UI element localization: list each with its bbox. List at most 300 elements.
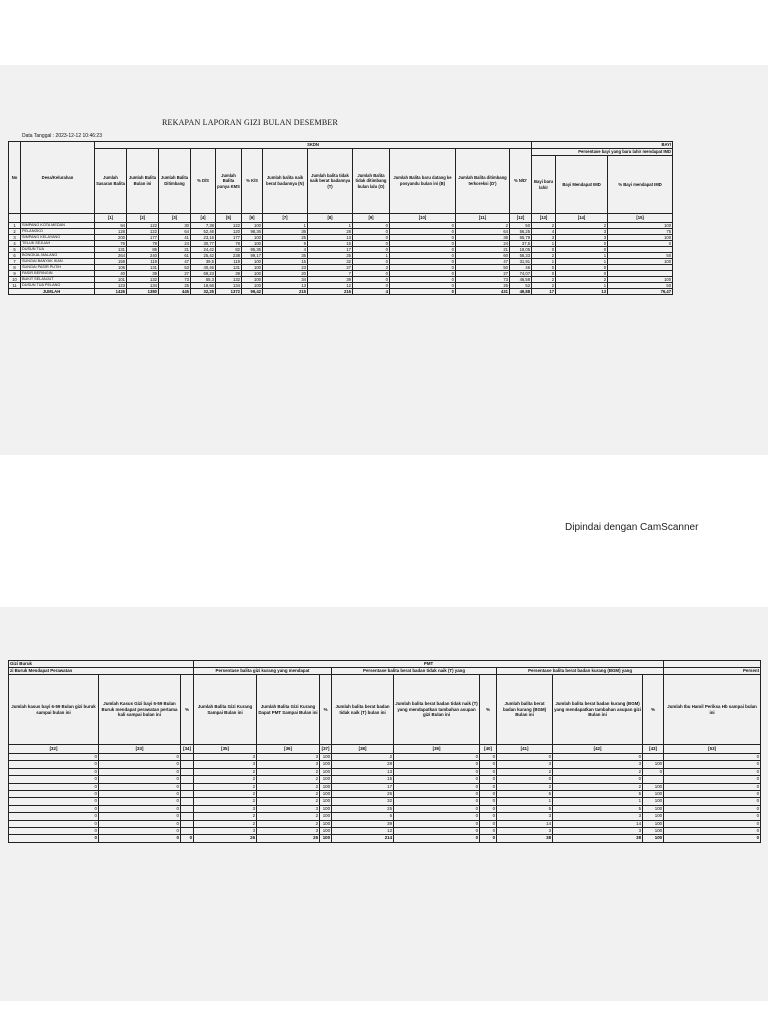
total-cell: 1380 xyxy=(127,289,159,295)
col-number: [12] xyxy=(510,214,532,223)
col-imd: Bayi Mendapat IMD xyxy=(556,156,608,214)
table-cell: 0 xyxy=(390,265,456,271)
table-cell: 15 xyxy=(263,259,308,265)
table-cell: 61 xyxy=(159,253,191,259)
table-cell: 2 xyxy=(556,223,608,229)
table-cell: 25 xyxy=(332,805,394,812)
row-desa: BUKIT SELANJUT xyxy=(21,277,95,283)
col-number: [41] xyxy=(497,745,553,754)
group-pmt-t: Persentase balita berat badan tidak naik (T) yang xyxy=(332,668,497,675)
table-cell: 58,33 xyxy=(510,253,532,259)
table-row xyxy=(9,754,761,761)
table-cell: 12 xyxy=(332,828,394,835)
row-no: 8 xyxy=(9,265,21,271)
col-bulan-ini: Jumlah Balita Bulan ini xyxy=(127,149,159,214)
table-cell: 0 xyxy=(394,754,480,761)
col-number: [38] xyxy=(332,745,394,754)
col-pct1: % xyxy=(181,675,194,745)
total-cell: 76,47 xyxy=(608,289,673,295)
total-cell: 0 xyxy=(664,835,761,842)
table-cell: 131 xyxy=(216,265,242,271)
row-no: 7 xyxy=(9,259,21,265)
table-cell: 0 xyxy=(394,820,480,827)
table-cell: 3 xyxy=(497,761,553,768)
total-cell: 17 xyxy=(532,289,556,295)
table-cell: 3 xyxy=(353,265,390,271)
table-cell xyxy=(181,776,194,783)
table-cell: 122 xyxy=(216,223,242,229)
table-cell: 0 xyxy=(664,798,761,805)
table-cell xyxy=(181,798,194,805)
table-cell: 47 xyxy=(159,259,191,265)
table-cell: 0 xyxy=(390,259,456,265)
col-ibu-hamil: Jumlah Ibu Hamil Periksa Hb sampai bulan ini xyxy=(664,675,761,745)
table-cell: 0 xyxy=(390,229,456,235)
table-cell: 0 xyxy=(664,813,761,820)
table-cell: 3 xyxy=(194,761,257,768)
table-cell: 13 xyxy=(308,235,353,241)
total-cell: 0 xyxy=(394,835,480,842)
table-cell xyxy=(181,820,194,827)
col-tidak-ditimbang: Jumlah Balita tidak ditimbang bulan lalu (O) xyxy=(353,149,390,214)
table-cell: 2 xyxy=(257,768,320,775)
table-cell: 100 xyxy=(608,277,673,283)
table-cell: 98,36 xyxy=(242,229,263,235)
table-cell: 56,25 xyxy=(510,229,532,235)
table-cell: 0 xyxy=(9,783,99,790)
group-perawatan: zi Buruk Mendapat Perawatan xyxy=(9,668,194,675)
table-cell: 7 xyxy=(308,271,353,277)
table-cell: 100 xyxy=(320,776,332,783)
table-cell: 0 xyxy=(9,805,99,812)
table-cell: 3 xyxy=(194,828,257,835)
table-cell: 64 xyxy=(456,229,510,235)
table-cell: 2 xyxy=(257,776,320,783)
table-cell: 100 xyxy=(643,791,664,798)
table-cell: 52 xyxy=(510,283,532,289)
table-cell: 9 xyxy=(263,241,308,247)
table-cell: 0 xyxy=(664,805,761,812)
row-no: 2 xyxy=(9,229,21,235)
table-cell: 74,07 xyxy=(510,271,532,277)
table-cell: 94 xyxy=(95,223,127,229)
col-number: [35] xyxy=(194,745,257,754)
table-cell: 2 xyxy=(553,783,643,790)
group-pmt: PMT xyxy=(194,661,664,668)
table-cell xyxy=(181,754,194,761)
table-cell: 3 xyxy=(194,754,257,761)
table-cell: 28 xyxy=(332,761,394,768)
col-kasus-rawat: Jumlah Kasus Gizi bayi 6-59 Bulan Buruk mendapat perawatan pertama kali sampai bulan ini xyxy=(99,675,181,745)
col-tidak-naik: Jumlah balita tidak naik berat badannya (T) xyxy=(308,149,353,214)
table-cell: 5 xyxy=(497,805,553,812)
row-desa: PELANGKO xyxy=(21,229,95,235)
scan-page-1 xyxy=(0,65,768,455)
table-cell: 1 xyxy=(353,253,390,259)
col-pct3: % xyxy=(480,675,497,745)
table-cell: 0 xyxy=(353,259,390,265)
table-cell: 3 xyxy=(556,235,608,241)
col-pct4: % xyxy=(643,675,664,745)
table-cell: 21 xyxy=(456,247,510,253)
table-cell: 100 xyxy=(608,223,673,229)
total-cell: 215 xyxy=(263,289,308,295)
table-cell: 123 xyxy=(95,283,127,289)
table-cell: 0 xyxy=(394,798,480,805)
col-bayi-lahir: Bayi baru lahir xyxy=(532,156,556,214)
table-cell: 78 xyxy=(127,241,159,247)
table-cell: 0 xyxy=(394,776,480,783)
table-cell: 100 xyxy=(320,813,332,820)
col-baru: Jumlah Balita baru datang ke posyandu bulan ini (B) xyxy=(390,149,456,214)
table-cell: 14 xyxy=(497,820,553,827)
table-cell: 0 xyxy=(353,235,390,241)
col-terkoreksi: Jumlah Balita ditimbang terkoreksi (D') xyxy=(456,149,510,214)
table-cell: 3 xyxy=(497,828,553,835)
group-pmt-bgm: Persentase balita berat badan kurang (BGM) yang xyxy=(497,668,664,675)
table-cell: 1 xyxy=(532,259,556,265)
table-cell: 99,17 xyxy=(242,253,263,259)
table-cell: 0 xyxy=(353,283,390,289)
table-cell xyxy=(181,761,194,768)
table-cell: 0 xyxy=(664,761,761,768)
table-cell: 0 xyxy=(99,783,181,790)
table-cell: 86 xyxy=(127,247,159,253)
table-cell: 100 xyxy=(643,828,664,835)
table-cell: 65,79 xyxy=(510,235,532,241)
table-cell: 0 xyxy=(480,768,497,775)
table-cell: 106 xyxy=(95,265,127,271)
col-number: [37] xyxy=(320,745,332,754)
total-cell: 0 xyxy=(181,835,194,842)
table-cell: 0 xyxy=(390,241,456,247)
col-number: [3] xyxy=(159,214,191,223)
table-row xyxy=(9,768,761,775)
table-cell: 53 xyxy=(159,265,191,271)
table-cell: 75 xyxy=(608,229,673,235)
table-cell: 0 xyxy=(99,776,181,783)
table-cell: 13 xyxy=(263,283,308,289)
table-cell: 19,05 xyxy=(510,247,532,253)
table-cell: 17 xyxy=(308,247,353,253)
col-number: [33] xyxy=(99,745,181,754)
table-cell: 30,77 xyxy=(191,241,216,247)
table-cell: 238 xyxy=(216,253,242,259)
table-cell: 1 xyxy=(263,223,308,229)
table-cell: 34 xyxy=(263,277,308,283)
table-cell: 200 xyxy=(95,235,127,241)
col-number: [6] xyxy=(242,214,263,223)
table-cell: 15 xyxy=(308,241,353,247)
col-number: [4] xyxy=(191,214,216,223)
table-cell: 100 xyxy=(320,791,332,798)
table-cell: 1 xyxy=(556,253,608,259)
total-cell: 0 xyxy=(9,835,99,842)
total-cell: 38 xyxy=(553,835,643,842)
total-cell: 1426 xyxy=(95,289,127,295)
table-cell: 5 xyxy=(553,805,643,812)
col-sasaran: Jumlah Sasaran Balita xyxy=(95,149,127,214)
table-cell: 0 xyxy=(99,813,181,820)
skdn-table xyxy=(8,141,673,295)
table-cell: 100 xyxy=(320,820,332,827)
col-no: No xyxy=(9,142,21,214)
table-cell: 0 xyxy=(99,791,181,798)
total-cell: 431 xyxy=(456,289,510,295)
table-cell: 0 xyxy=(480,798,497,805)
table-cell: 100 xyxy=(643,813,664,820)
group-pmt-gizi: Persentase balita gizi kurang yang mendapat xyxy=(194,668,332,675)
table-cell: 7,38 xyxy=(191,223,216,229)
table-cell: 100 xyxy=(320,754,332,761)
table-cell: 0 xyxy=(9,798,99,805)
table-cell: 0 xyxy=(643,768,664,775)
table-cell: 122 xyxy=(127,229,159,235)
table-cell: 25 xyxy=(308,253,353,259)
table-cell: 24 xyxy=(159,241,191,247)
table-row xyxy=(9,813,761,820)
row-desa: SIMPANG KOTA MEDAN xyxy=(21,223,95,229)
table-cell xyxy=(643,776,664,783)
col-naik: Jumlah balita naik berat badannya (N) xyxy=(263,149,308,214)
total-cell: 1372 xyxy=(216,289,242,295)
table-cell: 2 xyxy=(257,820,320,827)
table-cell: 76 xyxy=(95,241,127,247)
table-cell: 0 xyxy=(480,813,497,820)
table-cell: 2 xyxy=(497,783,553,790)
table-cell: 50 xyxy=(608,283,673,289)
table-cell: 100 xyxy=(242,277,263,283)
col-bgm-pmt: Jumlah balita berat badan kurang (BGM) yang mendapatkan tambahan asupan gizi Bulan ini xyxy=(553,675,643,745)
table-cell: 25 xyxy=(159,283,191,289)
table-cell: 25 xyxy=(456,283,510,289)
table-cell: 40,46 xyxy=(191,265,216,271)
table-cell: 6 xyxy=(332,813,394,820)
col-number: [42] xyxy=(553,745,643,754)
table-cell: 0 xyxy=(353,247,390,253)
table-row xyxy=(9,805,761,812)
col-pct-ds: % D/S xyxy=(191,149,216,214)
table-cell: 0 xyxy=(394,783,480,790)
table-cell: 0 xyxy=(353,271,390,277)
table-cell: 0 xyxy=(9,791,99,798)
table-cell: 0 xyxy=(394,828,480,835)
total-label: JUMLAH xyxy=(9,289,95,295)
table-cell: 17 xyxy=(332,783,394,790)
col-pct-imd: % Bayi mendapat IMD xyxy=(608,156,673,214)
table-cell: 64 xyxy=(159,229,191,235)
table-cell: 100 xyxy=(242,283,263,289)
row-desa: SUNGAI BANYAK IKAN xyxy=(21,259,95,265)
table-cell: 0 xyxy=(99,805,181,812)
table-cell: 12 xyxy=(308,283,353,289)
table-cell: 3 xyxy=(553,828,643,835)
table-cell: 177 xyxy=(127,235,159,241)
table-cell: 0 xyxy=(553,776,643,783)
table-cell: 2 xyxy=(194,783,257,790)
table-cell: 35 xyxy=(263,253,308,259)
row-desa: SUNGAI PASIR PUTIH xyxy=(21,265,95,271)
table-cell: 2 xyxy=(194,791,257,798)
total-cell: 26 xyxy=(194,835,257,842)
col-number: [5] xyxy=(216,214,242,223)
table-cell: 3 xyxy=(553,761,643,768)
table-cell: 0 xyxy=(9,820,99,827)
table-cell: 73 xyxy=(159,277,191,283)
table-cell: 13 xyxy=(332,768,394,775)
table-cell: 0 xyxy=(664,791,761,798)
table-cell: 3 xyxy=(556,229,608,235)
table-cell: 0 xyxy=(556,271,608,277)
table-cell: 2 xyxy=(257,791,320,798)
table-cell: 0 xyxy=(664,754,761,761)
table-cell: 100 xyxy=(242,235,263,241)
table-cell: 37,5 xyxy=(510,241,532,247)
row-no: 10 xyxy=(9,277,21,283)
table-cell: 0 xyxy=(9,828,99,835)
row-desa: BONGKAL MALANG xyxy=(21,253,95,259)
table-cell: 0 xyxy=(99,761,181,768)
col-gizi-kurang: Jumlah Balita Gizi Kurang Sampai Bulan ini xyxy=(194,675,257,745)
table-cell: 0 xyxy=(99,820,181,827)
table-cell: 0 xyxy=(390,235,456,241)
row-desa: TELUK SEJUAH xyxy=(21,241,95,247)
table-cell: 24,42 xyxy=(191,247,216,253)
table-cell: 0 xyxy=(353,241,390,247)
col-bgm: Jumlah balita berat badan kurang (BGM) Bulan ini xyxy=(497,675,553,745)
report-title: REKAPAN LAPORAN GIZI BULAN DESEMBER xyxy=(161,118,339,127)
table-cell: 18,66 xyxy=(191,283,216,289)
table-cell: 0 xyxy=(394,761,480,768)
row-no: 3 xyxy=(9,235,21,241)
table-cell xyxy=(181,813,194,820)
table-cell: 2 xyxy=(497,768,553,775)
table-cell: 0 xyxy=(556,265,608,271)
table-cell: 0 xyxy=(664,828,761,835)
table-cell: 2 xyxy=(553,768,643,775)
table-cell: 0 xyxy=(497,776,553,783)
table-cell: 39 xyxy=(216,271,242,277)
table-cell: 0 xyxy=(99,754,181,761)
table-cell: 2 xyxy=(532,277,556,283)
col-number: [39] xyxy=(394,745,480,754)
row-no: 4 xyxy=(9,241,21,247)
row-no: 9 xyxy=(9,271,21,277)
row-no: 6 xyxy=(9,253,21,259)
table-cell: 2 xyxy=(194,813,257,820)
table-cell: 132 xyxy=(127,277,159,283)
table-cell: 0 xyxy=(390,271,456,277)
table-cell: 3 xyxy=(257,828,320,835)
table-cell: 159 xyxy=(95,259,127,265)
table-cell: 2 xyxy=(194,776,257,783)
table-cell: 132 xyxy=(216,277,242,283)
table-cell: 39 xyxy=(308,277,353,283)
row-no: 5 xyxy=(9,247,21,253)
col-number: [14] xyxy=(556,214,608,223)
table-cell: 52,46 xyxy=(191,229,216,235)
col-gizi-kurang-pmt: Jumlah Balita Gizi Kurang Dapat PMT Sampai Bulan ini xyxy=(257,675,320,745)
table-cell: 0 xyxy=(394,768,480,775)
table-cell: 131 xyxy=(95,247,127,253)
table-cell: 0 xyxy=(664,820,761,827)
col-number: [1] xyxy=(95,214,127,223)
table-cell: 39 xyxy=(127,271,159,277)
table-cell: 25 xyxy=(263,235,308,241)
table-cell: 0 xyxy=(556,247,608,253)
table-cell xyxy=(181,791,194,798)
table-cell: 0 xyxy=(99,768,181,775)
table-cell: 0 xyxy=(532,247,556,253)
table-cell: 30 xyxy=(159,223,191,229)
row-desa: DUSUN TUA PELANG xyxy=(21,283,95,289)
total-cell: 26 xyxy=(257,835,320,842)
table-cell: 0 xyxy=(532,271,556,277)
table-cell: 27 xyxy=(456,271,510,277)
table-cell: 0 xyxy=(556,241,608,247)
total-cell: 0 xyxy=(480,835,497,842)
col-pct-nd: % N/D' xyxy=(510,149,532,214)
table-cell: 0 xyxy=(480,828,497,835)
camscanner-watermark: Dipindai dengan CamScanner xyxy=(565,522,699,533)
col-bb-tidak-naik-pmt: Jumlah balita berat badan tidak naik (T) yang mendapatkan tambahan asupan gizi Bulan ini xyxy=(394,675,480,745)
table-cell: 32 xyxy=(332,798,394,805)
table-row xyxy=(9,783,761,790)
table-cell xyxy=(181,768,194,775)
table-cell: 39 xyxy=(332,820,394,827)
table-cell: 0 xyxy=(553,754,643,761)
col-number: [43] xyxy=(643,745,664,754)
table-cell: 100 xyxy=(320,805,332,812)
table-cell: 2 xyxy=(532,283,556,289)
table-cell: 100 xyxy=(320,798,332,805)
group-imd: Persentase bayi yang baru lahir mendapat IMD xyxy=(532,149,673,156)
table-cell: 134 xyxy=(216,283,242,289)
table-cell: 3 xyxy=(532,235,556,241)
table-cell: 100 xyxy=(643,820,664,827)
table-cell: 3 xyxy=(257,761,320,768)
total-cell: 49,88 xyxy=(510,289,532,295)
table-cell: 100 xyxy=(320,783,332,790)
table-cell: 2 xyxy=(257,783,320,790)
table-cell: 264 xyxy=(95,253,127,259)
table-cell: 0 xyxy=(353,223,390,229)
table-cell: 0 xyxy=(9,813,99,820)
col-number: [36] xyxy=(257,745,320,754)
table-cell: 0 xyxy=(353,229,390,235)
col-desa: Desa/Kelurahan xyxy=(21,142,95,214)
table-cell: 100 xyxy=(242,265,263,271)
col-ditimbang: Jumlah Balita Ditimbang xyxy=(159,149,191,214)
table-cell xyxy=(181,805,194,812)
total-cell: 100 xyxy=(320,835,332,842)
table-cell: 50 xyxy=(456,265,510,271)
table-cell: 0 xyxy=(394,813,480,820)
table-cell: 3 xyxy=(257,754,320,761)
gizi-buruk-pmt-table xyxy=(8,660,761,843)
table-cell: 177 xyxy=(216,235,242,241)
table-cell: 120 xyxy=(216,229,242,235)
table-cell: 101 xyxy=(95,277,127,283)
table-cell: 4 xyxy=(532,229,556,235)
table-cell: 14 xyxy=(553,820,643,827)
table-cell: 128 xyxy=(95,229,127,235)
col-number: [32] xyxy=(9,745,99,754)
table-cell: 1 xyxy=(553,798,643,805)
table-cell: 40 xyxy=(95,271,127,277)
table-cell: 100 xyxy=(320,768,332,775)
total-row xyxy=(9,289,673,295)
